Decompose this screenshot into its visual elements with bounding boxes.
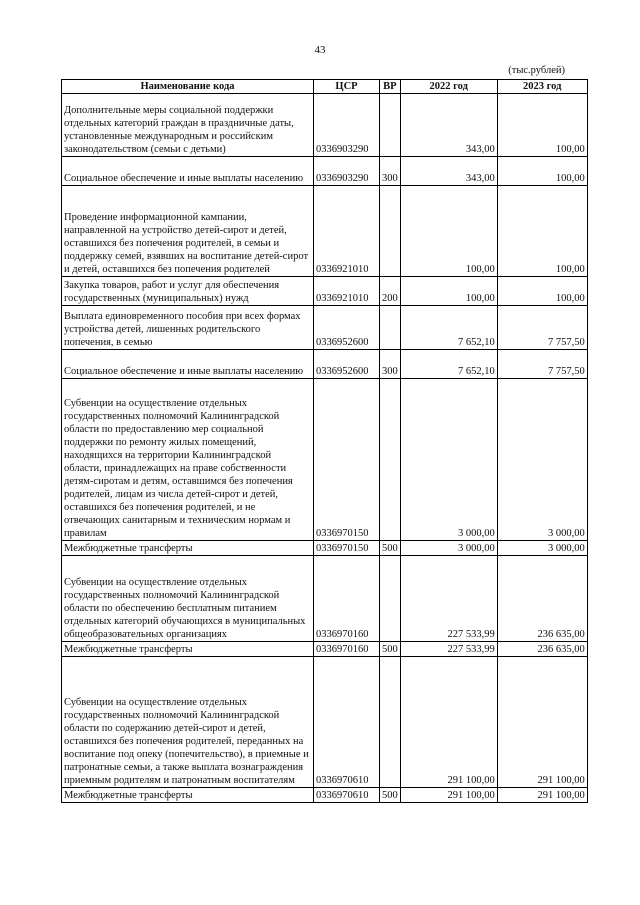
page-number: 43 [314,44,326,56]
table-row [62,277,588,306]
table-row [62,350,588,379]
row-name: Субвенции на осуществление отдельных государственных полномочий Калининградской области по содержанию детей-сирот и детей, оставшихся без попечения родителей, переданных на воспитание под опеку (попечительство), в приемные и патронатные семьи, а также выплата вознаграждения приемным родителям и патронатным воспитателям [62,657,314,788]
row-2022: 227 533,99 [400,556,497,642]
row-vr [380,306,401,350]
table-row [62,306,588,350]
row-vr [380,379,401,541]
row-2023: 291 100,00 [497,657,587,788]
row-csr: 0336970160 [314,556,380,642]
row-2022: 100,00 [400,186,497,277]
row-vr: 300 [380,350,401,379]
row-csr: 0336921010 [314,186,380,277]
row-name: Межбюджетные трансферты [62,642,314,657]
table-row [62,556,588,642]
table-row [62,541,588,556]
row-csr: 0336970160 [314,642,380,657]
row-2022: 7 652,10 [400,306,497,350]
row-2022: 3 000,00 [400,379,497,541]
header-name: Наименование кода [62,80,314,94]
row-vr [380,186,401,277]
row-2022: 343,00 [400,157,497,186]
budget-table [61,79,588,803]
row-2022: 291 100,00 [400,657,497,788]
row-csr: 0336970610 [314,788,380,803]
row-vr: 500 [380,788,401,803]
row-csr: 0336903290 [314,157,380,186]
row-csr: 0336952600 [314,350,380,379]
row-2023: 3 000,00 [497,541,587,556]
row-2023: 100,00 [497,94,587,157]
row-2023: 7 757,50 [497,350,587,379]
row-vr [380,657,401,788]
row-csr: 0336970610 [314,657,380,788]
row-name: Дополнительные меры социальной поддержки отдельных категорий граждан в праздничные даты, установленные международным и российским законодательством (семьи с детьми) [62,94,314,157]
row-2022: 100,00 [400,277,497,306]
row-2022: 227 533,99 [400,642,497,657]
row-2023: 100,00 [497,157,587,186]
row-2023: 236 635,00 [497,556,587,642]
header-csr: ЦСР [314,80,380,94]
table-row [62,94,588,157]
row-name: Закупка товаров, работ и услуг для обеспечения государственных (муниципальных) нужд [62,277,314,306]
row-csr: 0336903290 [314,94,380,157]
row-2023: 291 100,00 [497,788,587,803]
row-name: Социальное обеспечение и иные выплаты населению [62,350,314,379]
row-csr: 0336952600 [314,306,380,350]
row-vr: 500 [380,541,401,556]
row-name: Социальное обеспечение и иные выплаты населению [62,157,314,186]
table-row [62,186,588,277]
row-name: Субвенции на осуществление отдельных государственных полномочий Калининградской области по предоставлению мер социальной поддержки по ремонту жилых помещений, находящихся на территории Калининградской области, принадлежащих на праве собственности детям-сиротам и детям, оставшимся без попечения родителей, лицам из числа детей-сирот и детей, оставшихся без попечения родителей, и не отвечающих санитарным и техническим нормам и правилам [62,379,314,541]
row-name: Субвенции на осуществление отдельных государственных полномочий Калининградской области по обеспечению бесплатным питанием отдельных категорий обучающихся в муниципальных общеобразовательных организациях [62,556,314,642]
table-row [62,642,588,657]
header-2023: 2023 год [497,80,587,94]
row-name: Межбюджетные трансферты [62,788,314,803]
row-2023: 236 635,00 [497,642,587,657]
row-csr: 0336970150 [314,541,380,556]
row-name: Проведение информационной кампании, направленной на устройство детей-сирот и детей, оставшихся без попечения родителей, в семьи и поддержку семей, взявших на воспитание детей-сирот и детей, оставшихся без попечения родителей [62,186,314,277]
row-name: Выплата единовременного пособия при всех формах устройства детей, лишенных родительского попечения, в семью [62,306,314,350]
table-header-row [62,80,588,94]
header-2022: 2022 год [400,80,497,94]
table-row [62,788,588,803]
row-csr: 0336921010 [314,277,380,306]
row-vr: 500 [380,642,401,657]
row-2022: 7 652,10 [400,350,497,379]
row-vr [380,556,401,642]
row-2022: 3 000,00 [400,541,497,556]
row-2023: 3 000,00 [497,379,587,541]
row-2022: 343,00 [400,94,497,157]
row-2023: 100,00 [497,277,587,306]
row-2023: 7 757,50 [497,306,587,350]
table-row [62,657,588,788]
row-vr [380,94,401,157]
row-vr: 300 [380,157,401,186]
table-row [62,379,588,541]
row-csr: 0336970150 [314,379,380,541]
table-row [62,157,588,186]
row-2022: 291 100,00 [400,788,497,803]
row-name: Межбюджетные трансферты [62,541,314,556]
row-vr: 200 [380,277,401,306]
units-label: (тыс.рублей) [508,65,565,76]
header-vr: ВР [380,80,401,94]
row-2023: 100,00 [497,186,587,277]
